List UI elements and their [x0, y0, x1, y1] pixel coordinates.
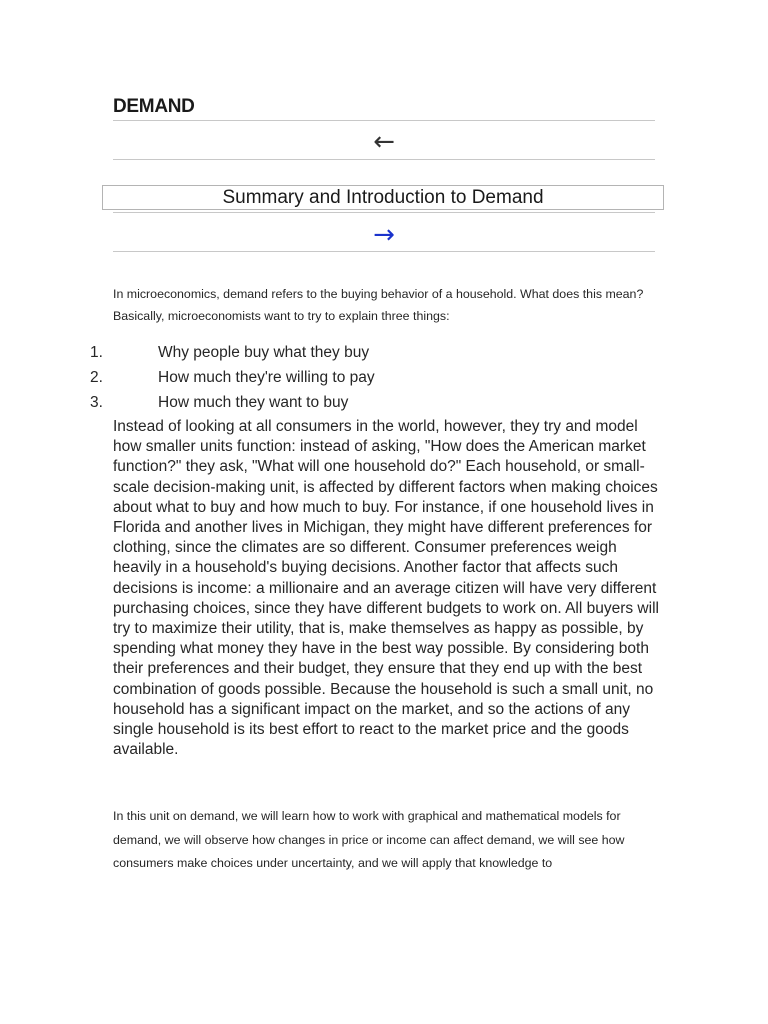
divider: [113, 212, 655, 213]
next-arrow-icon[interactable]: →: [373, 220, 395, 250]
list-text: How much they want to buy: [158, 394, 349, 411]
list-number: 2.: [90, 369, 103, 386]
list-number: 1.: [90, 344, 103, 361]
section-title: Summary and Introduction to Demand: [222, 187, 544, 208]
body-paragraph: Instead of looking at all consumers in the world, however, they try and model how smaller units function: instead of asking, "How does the American market function?" they ask, "What will one household do?" Each household, or small-scale decision-making unit, is affected by different factors when making choices about what to buy and how much to buy. For instance, if one household lives in Florida and another lives in Michigan, they might have different preferences for clothing, since the climates are so different. Consumer preferences weigh heavily in a household's buying decisions. Another factor that affects such decisions is income: a millionaire and an average citizen will have very different purchasing choices, since they have different budgets to work on. All buyers will try to maximize their utility, that is, make themselves as happy as possible, by spending what money they have in the best way possible. By considering both their preferences and their budget, they ensure that they end up with the best combination of goods possible. Because the household is such a small unit, no household has a significant impact on the market, and so the actions of any single household is its best effort to react to the market price and the goods available.: [113, 418, 659, 759]
page-heading: DEMAND: [113, 96, 195, 117]
list-number: 3.: [90, 394, 103, 411]
divider: [113, 159, 655, 160]
divider: [113, 251, 655, 252]
list-text: How much they're willing to pay: [158, 369, 375, 386]
divider: [113, 120, 655, 121]
previous-arrow-icon[interactable]: ←: [373, 127, 395, 157]
list-text: Why people buy what they buy: [158, 344, 370, 361]
outro-paragraph: In this unit on demand, we will learn how to work with graphical and mathematical models for demand, we will observe how changes in price or income can affect demand, we will see how consumers make choices under uncertainty, and we will apply that knowledge to: [113, 809, 625, 870]
intro-paragraph: In microeconomics, demand refers to the buying behavior of a household. What does this mean? Basically, microeconomists want to try to explain three things:: [113, 287, 644, 323]
